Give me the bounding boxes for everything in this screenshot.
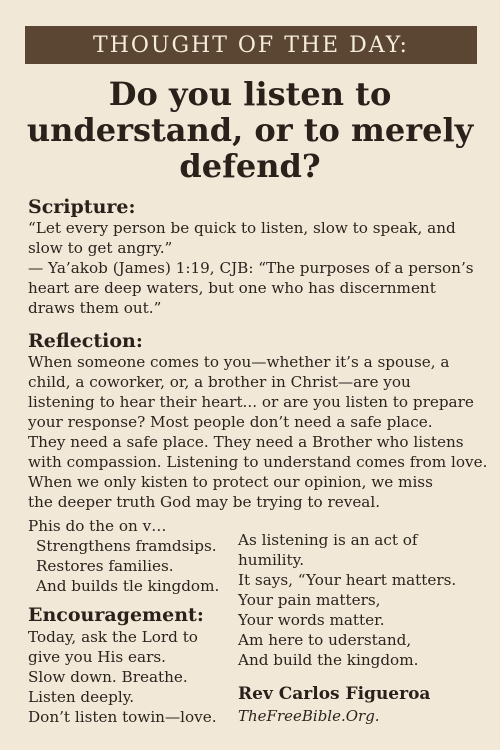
encouragement-line: give you His ears.	[28, 648, 166, 666]
scripture-heading: Scripture:	[28, 196, 136, 218]
page-title	[20, 76, 480, 184]
encouragement-heading: Encouragement:	[28, 604, 204, 626]
reflection-line: When we only kisten to protect our opinion, we miss	[28, 473, 433, 491]
reflection-line: the deeper truth God may be trying to reveal.	[28, 493, 381, 511]
encouragement-line: Slow down. Breathe.	[28, 668, 188, 686]
encouragement-line: Listen deeply.	[28, 688, 135, 706]
author-name: Rev Carlos Figueroa	[238, 684, 431, 704]
encouragement-line: Don’t listen towin—love.	[28, 708, 217, 726]
header-banner	[25, 26, 477, 64]
website-text: TheFreeBible.Org.	[238, 707, 380, 725]
reflection-line: with compassion. Listening to understand comes from love.	[28, 453, 488, 471]
right-column	[238, 530, 483, 670]
scripture-text	[28, 218, 483, 318]
benefit-item: And builds tle kingdom.	[36, 577, 220, 595]
banner-text: THOUGHT OF THE DAY:	[93, 32, 409, 58]
reflection-line: your response? Most people don’t need a safe place.	[28, 413, 433, 431]
benefit-item: Restores families.	[36, 557, 174, 575]
left-intro: Phis do the on v…	[28, 517, 167, 535]
right-line: As listening is an act of	[238, 531, 418, 549]
right-line: And build the kingdom.	[238, 651, 419, 669]
scripture-line: heart are deep waters, but one who has discernment	[28, 279, 436, 297]
title-line: understand, or to merely	[26, 111, 474, 149]
benefit-item: Strengthens framdsips.	[36, 537, 217, 555]
right-line: Your pain matters,	[238, 591, 381, 609]
right-line: humility.	[238, 551, 305, 569]
scripture-line: draws them out.”	[28, 299, 162, 317]
encouragement-line: Today, ask the Lord to	[28, 628, 198, 646]
title-line: Do you listen to	[108, 75, 392, 113]
title-line: defend?	[179, 147, 321, 185]
scripture-line: slow to get angry.”	[28, 239, 173, 257]
reflection-line: listening to hear their heart... or are you listen to prepare	[28, 393, 474, 411]
left-column	[28, 516, 238, 596]
scripture-line: — Ya’akob (James) 1:19, CJB: “The purposes of a person’s	[28, 259, 474, 277]
reflection-text	[28, 352, 488, 512]
reflection-line: When someone comes to you—whether it’s a spouse, a	[28, 353, 450, 371]
reflection-line: They need a safe place. They need a Brother who listens	[28, 433, 464, 451]
reflection-heading: Reflection:	[28, 330, 143, 352]
encouragement-text	[28, 627, 233, 727]
right-line: Your words matter.	[238, 611, 385, 629]
reflection-line: child, a coworker, or, a brother in Christ—are you	[28, 373, 411, 391]
scripture-line: “Let every person be quick to listen, slow to speak, and	[28, 219, 456, 237]
right-line: Am here to uderstand,	[238, 631, 412, 649]
right-line: It says, “Your heart matters.	[238, 571, 457, 589]
